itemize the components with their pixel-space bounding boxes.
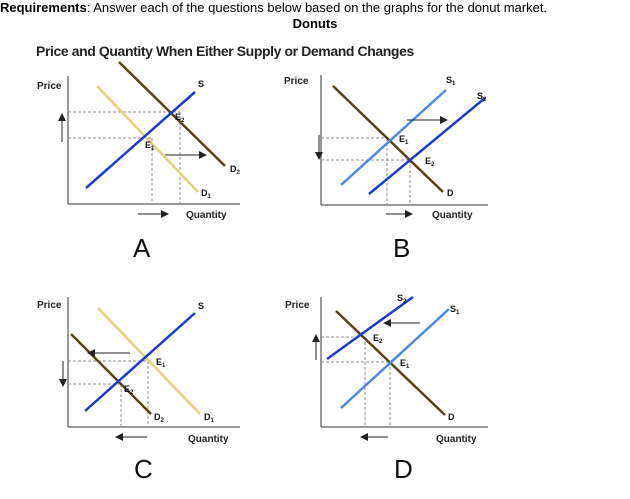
graph-d-s2-subscript: 2 xyxy=(403,299,407,305)
graph-c-e1-subscript: 1 xyxy=(162,363,166,369)
graph-c-e2-letter: E xyxy=(124,384,131,394)
graph-a xyxy=(37,62,241,263)
graph-b-e1-letter: E xyxy=(399,134,406,144)
graph-b-s1-subscript: 1 xyxy=(452,81,456,87)
graph-c-d2-letter: D xyxy=(154,412,161,422)
graph-c-e1-label xyxy=(156,357,166,369)
graph-a-e1-subscript: 1 xyxy=(151,146,155,152)
graph-d-s2-label xyxy=(397,293,407,305)
graph-b-s2-letter: S xyxy=(477,91,484,101)
graph-b-letter: B xyxy=(393,233,411,263)
graph-a-supply-curve xyxy=(86,92,195,188)
graph-d-quantity-label: Quantity xyxy=(436,434,477,445)
graph-c-e2-subscript: 2 xyxy=(130,390,134,396)
graph-a-supply-label: S xyxy=(198,79,205,89)
graph-a-d2-subscript: 2 xyxy=(236,170,240,176)
graph-d-letter: D xyxy=(394,454,413,484)
graph-b-price-label: Price xyxy=(284,76,309,87)
graph-a-price-label: Price xyxy=(37,81,62,92)
graph-b-e2-letter: E xyxy=(425,156,432,166)
graph-d-supply-2-curve xyxy=(327,297,413,359)
graph-c-d1-letter: D xyxy=(204,412,211,422)
graph-a-d1-label xyxy=(201,188,212,200)
graph-c-d1-label xyxy=(204,412,215,424)
graph-d-s1-label xyxy=(450,304,460,316)
graph-b-e2-subscript: 2 xyxy=(431,162,435,168)
requirements-text: : Answer each of the questions below based on the graphs for the donut market. xyxy=(86,0,548,15)
graph-a-letter: A xyxy=(133,233,151,263)
graph-b-e2-label xyxy=(425,156,435,168)
graph-b-s1-letter: S xyxy=(446,75,453,85)
graph-b xyxy=(284,75,488,263)
graph-d-price-label: Price xyxy=(285,300,310,311)
graph-a-d1-subscript: 1 xyxy=(207,194,211,200)
graph-c-e2-label xyxy=(124,384,134,396)
graph-c-price-label: Price xyxy=(37,300,62,311)
graph-b-e1-subscript: 1 xyxy=(405,140,409,146)
graph-a-d1-letter: D xyxy=(201,188,208,198)
graph-c-quantity-label: Quantity xyxy=(188,434,229,445)
graph-d xyxy=(285,293,488,484)
graph-c-d1-subscript: 1 xyxy=(210,418,214,424)
graph-c-supply-curve xyxy=(85,313,195,411)
graph-a-d2-letter: D xyxy=(230,164,237,174)
graph-d-e2-letter: E xyxy=(373,333,380,343)
graph-c-letter: C xyxy=(134,454,153,484)
graph-c xyxy=(37,297,240,484)
graph-b-supply-2-curve xyxy=(369,98,485,194)
graph-c-demand-2-curve xyxy=(71,334,151,414)
graph-b-d-label: D xyxy=(447,188,454,198)
graph-a-quantity-label: Quantity xyxy=(186,210,227,221)
graph-d-s1-subscript: 1 xyxy=(456,310,460,316)
graph-d-supply-1-curve xyxy=(341,309,449,408)
market-title: Donuts xyxy=(292,16,338,31)
graph-a-e1-label xyxy=(145,140,155,152)
graph-a-demand-2-curve xyxy=(119,62,225,166)
graph-d-e2-label xyxy=(373,333,383,345)
graph-d-e2-subscript: 2 xyxy=(379,339,383,345)
requirements-label: Requirements xyxy=(0,0,87,15)
graph-a-e2-subscript: 2 xyxy=(181,118,185,124)
graph-c-supply-label: S xyxy=(198,301,205,311)
graph-d-e1-label xyxy=(400,358,410,370)
graph-b-e1-label xyxy=(399,134,409,146)
graph-d-e1-subscript: 1 xyxy=(406,364,410,370)
graph-c-d2-label xyxy=(154,412,165,424)
graph-c-d2-subscript: 2 xyxy=(160,418,164,424)
graph-d-e1-letter: E xyxy=(400,358,407,368)
graph-d-s1-letter: S xyxy=(450,304,457,314)
graph-b-s1-label xyxy=(446,75,456,87)
graph-a-e1-letter: E xyxy=(145,140,152,150)
graph-b-quantity-label: Quantity xyxy=(432,210,473,221)
graph-d-s2-letter: S xyxy=(397,293,404,303)
graph-a-e2-letter: E xyxy=(175,112,182,122)
graph-a-d2-label xyxy=(230,164,241,176)
graph-d-d-label: D xyxy=(448,412,455,422)
figure-title: Price and Quantity When Either Supply or Demand Changes xyxy=(36,43,414,59)
graph-c-e1-letter: E xyxy=(156,357,163,367)
graph-b-s2-subscript: 2 xyxy=(483,97,487,103)
